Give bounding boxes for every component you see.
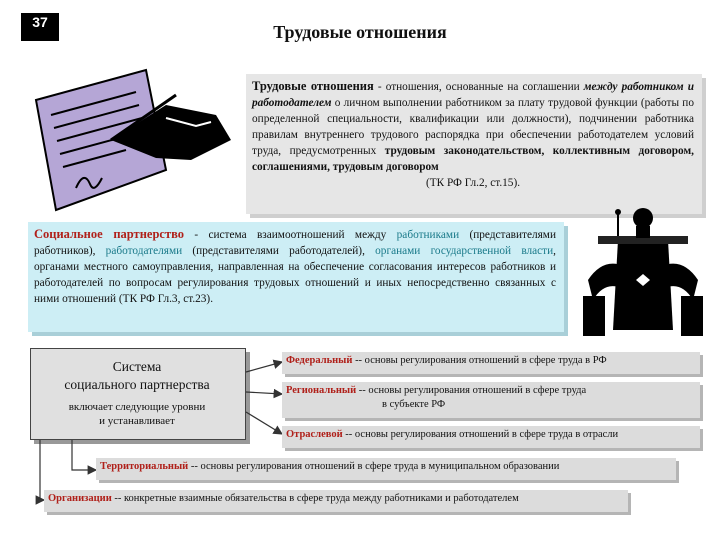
- level-federal-name: Федеральный: [286, 355, 353, 366]
- sp-text-4: , органами местного самоуправления, направленная на обеспечение согласования интересов работников и работодателей по вопросам регулирования трудовых отношений и иных непосредственно связанных с ними отношений (ТК РФ Гл.3, ст.23).: [34, 245, 556, 305]
- sp-authorities: органами государственной власти: [375, 245, 554, 257]
- labor-relations-legal-basis: трудовым законодательством, коллективным договором, соглашениями, трудовым договором: [252, 145, 694, 173]
- level-regional-desc2: в субъекте РФ: [382, 399, 446, 410]
- level-territorial-desc: -- основы регулирования отношений в сфере труда в муниципальном образовании: [188, 461, 560, 472]
- sp-employers: работодателями: [105, 245, 183, 257]
- level-organization-name: Организации: [48, 493, 112, 504]
- labor-relations-body: о личном выполнении работником за плату трудовой функции (работы по определенной специальности, квалификации или должности), подчинении работника правилам внутреннего трудового распорядка при обеспечении работодателем условий труда, предусмотренных: [252, 97, 694, 157]
- page-title: Трудовые отношения: [273, 22, 447, 42]
- level-sectoral-name: Отраслевой: [286, 429, 343, 440]
- system-title-line2: социального партнерства: [64, 377, 210, 392]
- level-territorial-name: Территориальный: [100, 461, 189, 472]
- labor-relations-parties: между работником и работодателем: [252, 81, 694, 109]
- level-organization: [44, 490, 628, 512]
- arrow-sectoral: [246, 412, 282, 434]
- sp-text-2: (представителями работников),: [34, 229, 557, 257]
- level-sectoral-desc: -- основы регулирования отношений в сфере труда в отрасли: [342, 429, 619, 440]
- system-title-line1: Система: [112, 359, 162, 374]
- level-regional-desc: -- основы регулирования отношений в сфере труда: [356, 385, 587, 396]
- system-sub-line1: включает следующие уровни: [68, 401, 206, 413]
- slide-number: 37: [18, 10, 62, 44]
- arrow-federal: [246, 362, 282, 372]
- arrow-territorial: [72, 440, 96, 470]
- level-federal-desc: -- основы регулирования отношений в сфере труда в РФ: [352, 355, 607, 366]
- system-sub-line2: и устанавливает: [99, 415, 175, 427]
- level-regional-name: Региональный: [286, 385, 357, 396]
- labor-relations-intro: - отношения, основанные на соглашении: [373, 81, 584, 93]
- social-partnership-term: Социальное партнерство: [34, 227, 185, 241]
- sp-text-1: - система взаимоотношений между: [184, 229, 397, 241]
- level-federal: [282, 352, 700, 374]
- arrow-regional: [246, 392, 282, 394]
- sp-text-3: (представителями работодателей),: [182, 245, 376, 257]
- level-regional: [282, 382, 700, 418]
- level-territorial: [96, 458, 676, 480]
- sp-workers: работниками: [396, 229, 460, 241]
- level-sectoral: [282, 426, 700, 448]
- labor-relations-reference: (ТК РФ Гл.2, ст.15).: [425, 177, 521, 189]
- level-organization-desc: -- конкретные взаимные обязательства в сфере труда между работниками и работодателем: [111, 493, 519, 504]
- labor-relations-term: Трудовые отношения: [252, 79, 374, 93]
